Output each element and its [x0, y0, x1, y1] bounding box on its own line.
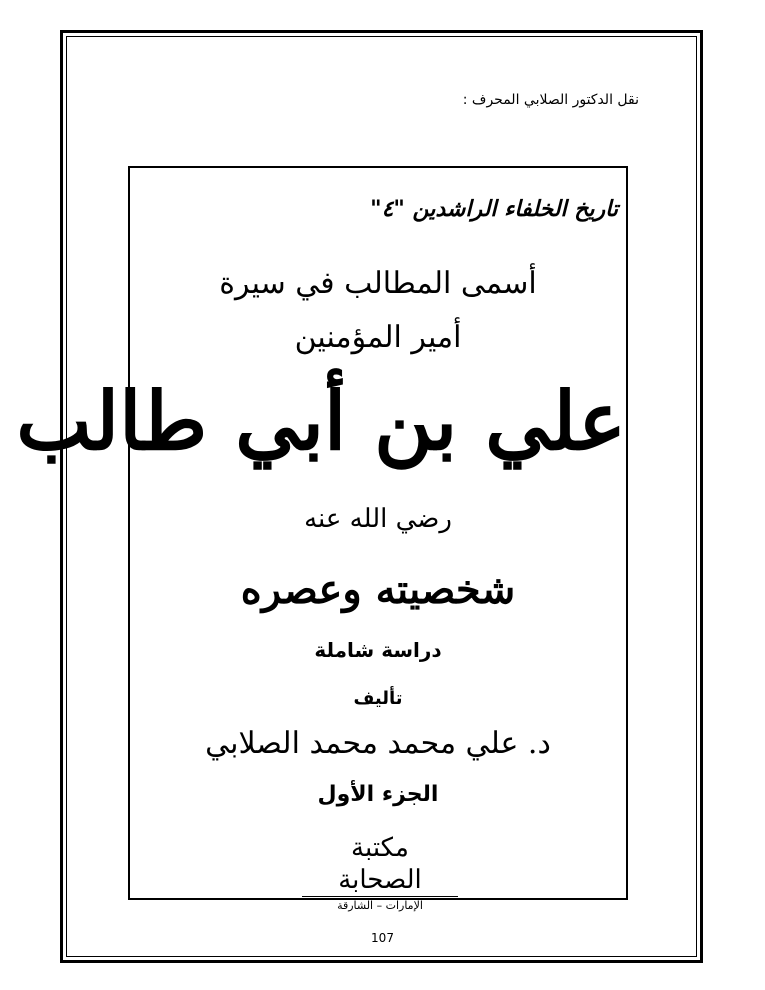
book-title-line-2: أمير المؤمنين	[294, 320, 462, 355]
subject-name: علي بن أبي طالب	[16, 374, 626, 468]
author-name: د. علي محمد محمد الصلابي	[205, 726, 551, 761]
page-caption: نقل الدكتور الصلابي المحرف :	[462, 92, 639, 108]
volume-label: الجزء الأول	[317, 782, 439, 807]
author-label: تأليف	[353, 688, 403, 709]
book-subtitle: شخصيته وعصره	[240, 566, 516, 613]
series-title: تاريخ الخلفاء الراشدين "٤"	[370, 196, 618, 222]
book-title-line-1: أسمى المطالب في سيرة	[219, 266, 537, 301]
honorific: رضي الله عنه	[304, 504, 452, 534]
publisher-location: الإمارات – الشارقة	[337, 899, 423, 912]
publisher-logo	[302, 832, 458, 912]
publisher-name: مكتبة الصحابة	[302, 832, 458, 897]
page-number: 107	[371, 931, 394, 945]
book-cover	[16, 166, 628, 912]
study-label: دراسة شاملة	[314, 638, 442, 662]
